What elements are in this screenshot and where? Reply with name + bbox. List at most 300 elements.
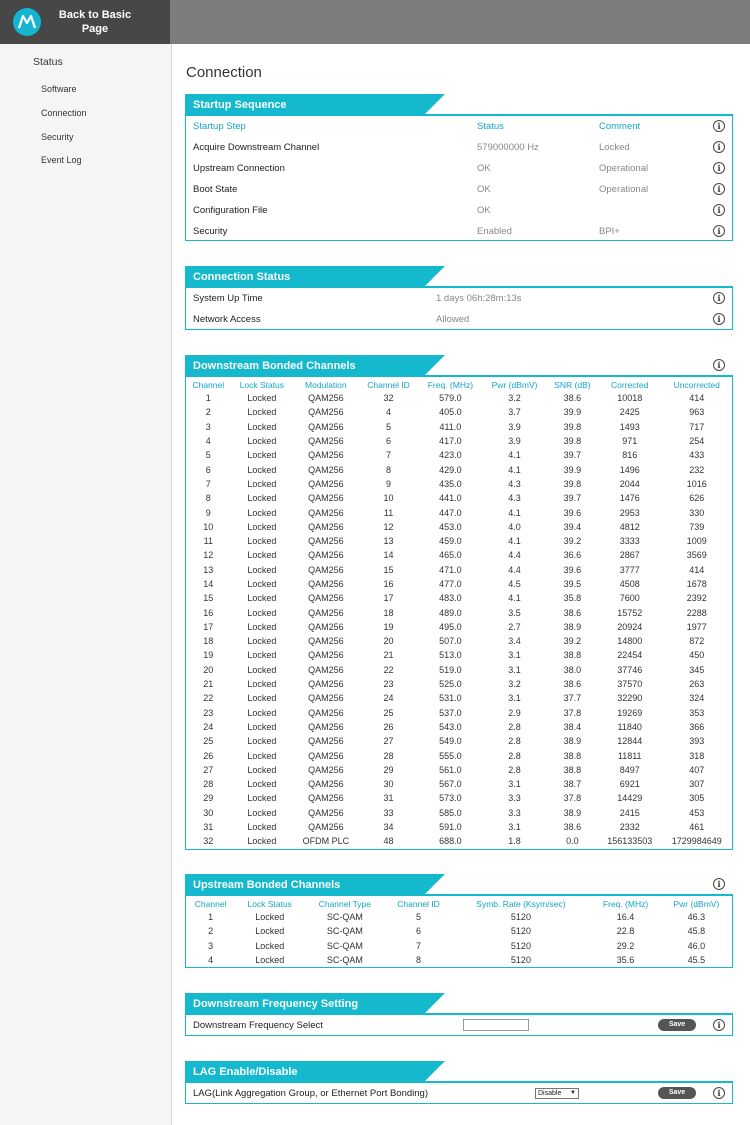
table-row — [186, 548, 732, 562]
table-cell: 39.2 — [563, 536, 582, 547]
step-label: Acquire Downstream Channel — [193, 142, 320, 153]
table-cell: 471.0 — [439, 564, 462, 575]
page-title: Connection — [186, 64, 262, 81]
table-row — [186, 420, 732, 434]
table-cell: 429.0 — [439, 464, 462, 475]
table-cell: 4.1 — [508, 593, 521, 604]
table-cell: 549.0 — [439, 736, 462, 747]
table-cell: 591.0 — [439, 822, 462, 833]
table-cell: Locked — [255, 926, 285, 937]
table-row — [186, 910, 732, 924]
table-cell: Locked — [247, 779, 277, 790]
us-col-3: Channel ID — [397, 898, 440, 909]
table-cell: Locked — [247, 436, 277, 447]
table-cell: 3 — [205, 421, 211, 432]
table-cell: 12 — [203, 550, 214, 561]
table-cell: QAM256 — [308, 621, 344, 632]
table-cell: 19 — [203, 650, 214, 661]
table-cell: QAM256 — [308, 436, 344, 447]
table-row — [186, 720, 732, 734]
table-cell: 39.7 — [563, 450, 582, 461]
table-cell: QAM256 — [308, 464, 344, 475]
table-cell: 2.8 — [508, 750, 521, 761]
table-row — [186, 405, 732, 419]
table-cell: 318 — [689, 750, 705, 761]
table-cell: 25 — [383, 707, 394, 718]
table-cell: 27 — [383, 736, 394, 747]
table-cell: QAM256 — [308, 450, 344, 461]
table-cell: Locked — [247, 421, 277, 432]
table-cell: 1.8 — [508, 836, 521, 847]
table-cell: 555.0 — [439, 750, 462, 761]
table-cell: QAM256 — [308, 693, 344, 704]
table-cell: 24 — [383, 693, 394, 704]
table-row — [186, 634, 732, 648]
table-cell: QAM256 — [308, 707, 344, 718]
table-cell: 6 — [205, 464, 211, 475]
info-icon[interactable]: i — [713, 1087, 725, 1099]
downstream-table — [186, 378, 732, 849]
table-cell: 7 — [386, 450, 392, 461]
table-cell: 20 — [203, 664, 214, 675]
table-cell: 3.1 — [508, 650, 521, 661]
table-cell: 3.1 — [508, 779, 521, 790]
table-cell: 525.0 — [439, 679, 462, 690]
info-icon[interactable]: i — [713, 359, 725, 371]
table-cell: 5 — [416, 912, 422, 923]
table-cell: 4.1 — [508, 507, 521, 518]
table-cell: 38.8 — [563, 764, 582, 775]
table-cell: 543.0 — [439, 721, 462, 732]
sidebar-item-connection[interactable]: Connection — [41, 108, 87, 118]
table-cell: 4.5 — [508, 579, 521, 589]
table-cell: 11 — [383, 507, 394, 518]
table-cell: 5120 — [510, 912, 531, 923]
table-cell: 38.7 — [563, 779, 582, 790]
table-cell: 10 — [383, 493, 394, 504]
table-cell: Locked — [247, 607, 277, 618]
lag-select[interactable] — [535, 1088, 579, 1099]
table-cell: QAM256 — [308, 664, 344, 675]
table-cell: 38.9 — [563, 807, 582, 818]
table-row — [186, 620, 732, 634]
sidebar-item-event-log[interactable]: Event Log — [41, 155, 82, 165]
table-cell: Locked — [247, 721, 277, 732]
table-cell: 5120 — [510, 955, 531, 966]
table-cell: Locked — [247, 507, 277, 518]
table-cell: 6921 — [619, 779, 640, 790]
table-cell: 37.8 — [563, 707, 582, 718]
table-cell: 15752 — [617, 607, 643, 618]
lag-section — [185, 1061, 733, 1104]
table-row — [186, 434, 732, 448]
table-cell: SC-QAM — [326, 955, 363, 966]
table-cell: QAM256 — [308, 779, 344, 790]
table-cell: 435.0 — [439, 478, 462, 489]
table-cell: 3.1 — [508, 822, 521, 833]
table-cell: 2288 — [686, 607, 707, 618]
table-cell: SC-QAM — [326, 926, 363, 937]
table-row — [186, 309, 732, 330]
table-cell: 459.0 — [439, 536, 462, 547]
table-cell: 27 — [203, 764, 214, 775]
table-cell: 38.0 — [563, 664, 582, 675]
table-cell: 8 — [386, 464, 392, 475]
table-cell: QAM256 — [308, 650, 344, 661]
table-cell: 2.8 — [508, 721, 521, 732]
table-cell: 20924 — [617, 621, 643, 632]
table-row — [186, 591, 732, 605]
table-cell: 531.0 — [439, 693, 462, 704]
table-cell: 13 — [203, 564, 214, 575]
table-cell: 688.0 — [439, 836, 462, 847]
table-cell: 407 — [689, 764, 705, 775]
table-cell: 4508 — [619, 579, 640, 589]
table-cell: 3.9 — [508, 436, 521, 447]
col-startup-step: Startup Step — [193, 121, 246, 132]
table-cell: 6 — [416, 926, 422, 937]
uptime-label: System Up Time — [193, 293, 263, 304]
table-cell: 307 — [689, 779, 705, 790]
table-cell: 32 — [383, 393, 394, 404]
table-cell: 19269 — [617, 707, 643, 718]
table-cell: 433 — [689, 450, 705, 461]
table-cell: Locked — [247, 493, 277, 504]
table-row — [186, 520, 732, 534]
table-cell: 6 — [386, 436, 392, 447]
table-cell: 3333 — [619, 536, 640, 547]
table-cell: 31 — [203, 822, 214, 833]
col-comment: Comment — [599, 121, 641, 132]
table-cell: 37570 — [617, 679, 643, 690]
table-cell: 537.0 — [439, 707, 462, 718]
table-cell: Locked — [247, 636, 277, 647]
info-icon[interactable]: i — [713, 183, 725, 195]
table-cell: 393 — [689, 736, 705, 747]
table-cell: Locked — [247, 478, 277, 489]
table-cell: QAM256 — [308, 407, 344, 418]
frequency-save-button[interactable]: Save — [658, 1019, 696, 1031]
table-cell: 4.1 — [508, 450, 521, 461]
table-cell: 1678 — [686, 579, 707, 589]
table-cell: 3.1 — [508, 693, 521, 704]
table-cell: 579.0 — [439, 393, 462, 404]
table-cell: QAM256 — [308, 736, 344, 747]
ds-col-4: Freq. (MHz) — [427, 379, 474, 390]
back-to-basic-label: Back to Basic Page — [58, 9, 132, 35]
startup-sequence-section — [185, 94, 733, 241]
table-cell: 489.0 — [439, 607, 462, 618]
table-cell: 1 — [205, 393, 211, 404]
table-cell: 8 — [205, 493, 211, 504]
table-cell: 4.4 — [508, 564, 521, 575]
table-cell: 453 — [689, 807, 705, 818]
table-cell: 1493 — [619, 421, 640, 432]
us-col-4: Symb. Rate (Ksym/sec) — [476, 898, 566, 909]
table-cell: 10 — [203, 521, 214, 532]
table-cell: 38.4 — [563, 721, 582, 732]
table-cell: 36.6 — [563, 550, 582, 561]
table-cell: 37.7 — [563, 693, 582, 704]
table-cell: 23 — [383, 679, 394, 690]
table-cell: QAM256 — [308, 807, 344, 818]
table-cell: 423.0 — [439, 450, 462, 461]
table-cell: Locked — [247, 564, 277, 575]
sidebar-item-software[interactable]: Software — [41, 84, 77, 94]
table-cell: Locked — [247, 679, 277, 690]
table-cell: 405.0 — [439, 407, 462, 418]
table-cell: 39.9 — [563, 407, 582, 418]
table-cell: 717 — [689, 421, 705, 432]
table-cell: QAM256 — [308, 579, 344, 589]
table-cell: 1977 — [686, 621, 707, 632]
table-cell: 1476 — [619, 493, 640, 504]
table-cell: 17 — [203, 621, 214, 632]
table-cell: 4.3 — [508, 493, 521, 504]
table-cell: 2 — [205, 407, 211, 418]
us-col-1: Lock Status — [247, 898, 292, 909]
table-cell: 477.0 — [439, 579, 462, 589]
info-icon[interactable]: i — [713, 120, 725, 132]
table-cell: 2 — [208, 926, 214, 937]
table-cell: 38.9 — [563, 736, 582, 747]
table-cell: 816 — [622, 450, 638, 461]
table-cell: 8497 — [619, 764, 640, 775]
table-cell: 366 — [689, 721, 705, 732]
table-cell: 16 — [383, 579, 394, 589]
table-cell: 22454 — [617, 650, 643, 661]
motorola-logo-icon — [13, 8, 41, 36]
table-cell: Locked — [247, 407, 277, 418]
table-cell: QAM256 — [308, 822, 344, 833]
table-cell: 1496 — [619, 464, 640, 475]
table-row — [186, 505, 732, 519]
table-cell: 3.2 — [508, 393, 521, 404]
info-icon[interactable]: i — [713, 313, 725, 325]
table-cell: 22.8 — [616, 926, 635, 937]
table-cell: 3569 — [686, 550, 707, 561]
table-cell: Locked — [247, 736, 277, 747]
table-row — [186, 563, 732, 577]
table-cell: 38.6 — [563, 607, 582, 618]
info-icon[interactable]: i — [713, 141, 725, 153]
sidebar-status-heading[interactable]: Status — [33, 56, 63, 68]
table-cell: Locked — [255, 955, 285, 966]
table-cell: 39.7 — [563, 493, 582, 504]
info-icon[interactable]: i — [713, 225, 725, 237]
info-icon[interactable]: i — [713, 292, 725, 304]
table-cell: 4 — [205, 436, 211, 447]
table-cell: 254 — [689, 436, 705, 447]
startup-header-row — [186, 116, 732, 137]
table-cell: 324 — [689, 693, 705, 704]
table-cell: 4.3 — [508, 478, 521, 489]
table-row — [186, 648, 732, 662]
lag-select-value: Disable — [538, 1090, 562, 1097]
table-cell: 14429 — [617, 793, 643, 804]
info-icon[interactable]: i — [713, 1019, 725, 1031]
ds-col-3: Channel ID — [367, 379, 410, 390]
table-cell: Locked — [247, 550, 277, 561]
table-cell: 453.0 — [439, 521, 462, 532]
table-cell: 3.3 — [508, 807, 521, 818]
table-cell: Locked — [247, 393, 277, 404]
table-cell: 450 — [689, 650, 705, 661]
table-cell: Locked — [247, 707, 277, 718]
table-row — [186, 953, 732, 967]
table-row — [186, 748, 732, 762]
table-cell: Locked — [247, 450, 277, 461]
table-cell: 39.6 — [563, 564, 582, 575]
table-cell: QAM256 — [308, 478, 344, 489]
table-cell: 15 — [383, 564, 394, 575]
step-status: 579000000 Hz — [477, 142, 539, 153]
table-cell: 495.0 — [439, 621, 462, 632]
table-cell: 22 — [383, 664, 394, 675]
table-cell: QAM256 — [308, 764, 344, 775]
table-cell: QAM256 — [308, 550, 344, 561]
back-to-basic-button[interactable] — [0, 0, 170, 44]
table-cell: 45.8 — [687, 926, 706, 937]
table-cell: 461 — [689, 822, 705, 833]
table-cell: 32 — [203, 836, 214, 847]
table-row — [186, 763, 732, 777]
table-cell: 2415 — [619, 807, 640, 818]
table-row — [186, 706, 732, 720]
step-status: Enabled — [477, 226, 512, 237]
frequency-select-label: Downstream Frequency Select — [193, 1020, 323, 1031]
ds-col-8: Uncorrected — [673, 379, 720, 390]
table-cell: 561.0 — [439, 764, 462, 775]
table-row — [186, 777, 732, 791]
table-cell: 5 — [386, 421, 392, 432]
table-row — [186, 477, 732, 491]
table-cell: Locked — [247, 621, 277, 632]
table-cell: 7600 — [619, 593, 640, 604]
ds-col-6: SNR (dB) — [554, 379, 591, 390]
frequency-input[interactable] — [463, 1019, 529, 1031]
downstream-title: Downstream Bonded Channels — [185, 355, 423, 377]
table-cell: 48 — [383, 836, 394, 847]
table-cell: 39.8 — [563, 436, 582, 447]
frequency-setting-section — [185, 993, 733, 1036]
table-cell: Locked — [247, 836, 277, 847]
startup-sequence-title: Startup Sequence — [185, 94, 423, 116]
table-cell: Locked — [255, 940, 285, 951]
table-cell: 38.6 — [563, 679, 582, 690]
upstream-title: Upstream Bonded Channels — [185, 874, 423, 896]
table-cell: 5 — [205, 450, 211, 461]
table-row — [186, 677, 732, 691]
table-cell: 18 — [383, 607, 394, 618]
table-cell: 465.0 — [439, 550, 462, 561]
table-cell: 305 — [689, 793, 705, 804]
table-cell: 156133503 — [607, 836, 653, 847]
table-cell: QAM256 — [308, 393, 344, 404]
network-access-label: Network Access — [193, 314, 261, 325]
table-row — [186, 577, 732, 591]
table-cell: 232 — [689, 464, 705, 475]
table-cell: Locked — [247, 807, 277, 818]
table-cell: 1009 — [686, 536, 707, 547]
table-row — [186, 448, 732, 462]
table-cell: 4.1 — [508, 464, 521, 475]
step-status: OK — [477, 163, 491, 174]
table-cell: QAM256 — [308, 507, 344, 518]
table-cell: 39.6 — [563, 507, 582, 518]
table-cell: QAM256 — [308, 521, 344, 532]
table-cell: 4.4 — [508, 550, 521, 561]
table-cell: QAM256 — [308, 536, 344, 547]
table-cell: 39.4 — [563, 521, 582, 532]
table-row — [186, 200, 732, 221]
table-cell: 9 — [205, 507, 211, 518]
table-row — [186, 791, 732, 805]
table-cell: 3.9 — [508, 421, 521, 432]
table-cell: 4 — [208, 955, 214, 966]
table-cell: 29.2 — [616, 940, 635, 951]
table-cell: Locked — [247, 579, 277, 589]
table-cell: 21 — [203, 679, 214, 690]
table-cell: 0.0 — [566, 836, 579, 847]
table-cell: 30 — [203, 807, 214, 818]
table-cell: 414 — [689, 564, 705, 575]
lag-save-button[interactable]: Save — [658, 1087, 696, 1099]
table-cell: QAM256 — [308, 793, 344, 804]
info-icon[interactable]: i — [713, 162, 725, 174]
table-row — [186, 806, 732, 820]
sidebar-item-security[interactable]: Security — [41, 132, 74, 142]
table-cell: 585.0 — [439, 807, 462, 818]
table-cell: 441.0 — [439, 493, 462, 504]
table-cell: 872 — [689, 636, 705, 647]
table-row — [186, 1015, 732, 1036]
step-comment: Locked — [599, 142, 630, 153]
step-label: Upstream Connection — [193, 163, 285, 174]
step-label: Configuration File — [193, 205, 268, 216]
table-cell: 28 — [383, 750, 394, 761]
table-cell: 9 — [386, 478, 392, 489]
chevron-down-icon: ▼ — [570, 1090, 576, 1096]
table-cell: 353 — [689, 707, 705, 718]
us-col-5: Freq. (MHz) — [602, 898, 649, 909]
table-cell: 16.4 — [616, 912, 635, 923]
step-status: OK — [477, 205, 491, 216]
table-row — [186, 158, 732, 179]
lag-label: LAG(Link Aggregation Group, or Ethernet Port Bonding) — [193, 1088, 428, 1099]
ds-col-0: Channel — [192, 379, 225, 390]
table-cell: 567.0 — [439, 779, 462, 790]
table-cell: 14 — [383, 550, 394, 561]
table-cell: 37746 — [617, 664, 643, 675]
table-cell: 447.0 — [439, 507, 462, 518]
table-cell: 29 — [203, 793, 214, 804]
table-cell: Locked — [247, 750, 277, 761]
table-cell: 33 — [383, 807, 394, 818]
table-cell: OFDM PLC — [302, 836, 350, 847]
table-cell: 10018 — [617, 393, 643, 404]
table-cell: Locked — [247, 764, 277, 775]
us-col-2: Channel Type — [318, 898, 372, 909]
info-icon[interactable]: i — [713, 204, 725, 216]
us-col-6: Pwr (dBmV) — [673, 898, 720, 909]
table-row — [186, 820, 732, 834]
table-cell: 21 — [383, 650, 394, 661]
table-cell: 739 — [689, 521, 705, 532]
info-icon[interactable]: i — [713, 878, 725, 890]
table-cell: 38.9 — [563, 621, 582, 632]
table-cell: 2953 — [619, 507, 640, 518]
